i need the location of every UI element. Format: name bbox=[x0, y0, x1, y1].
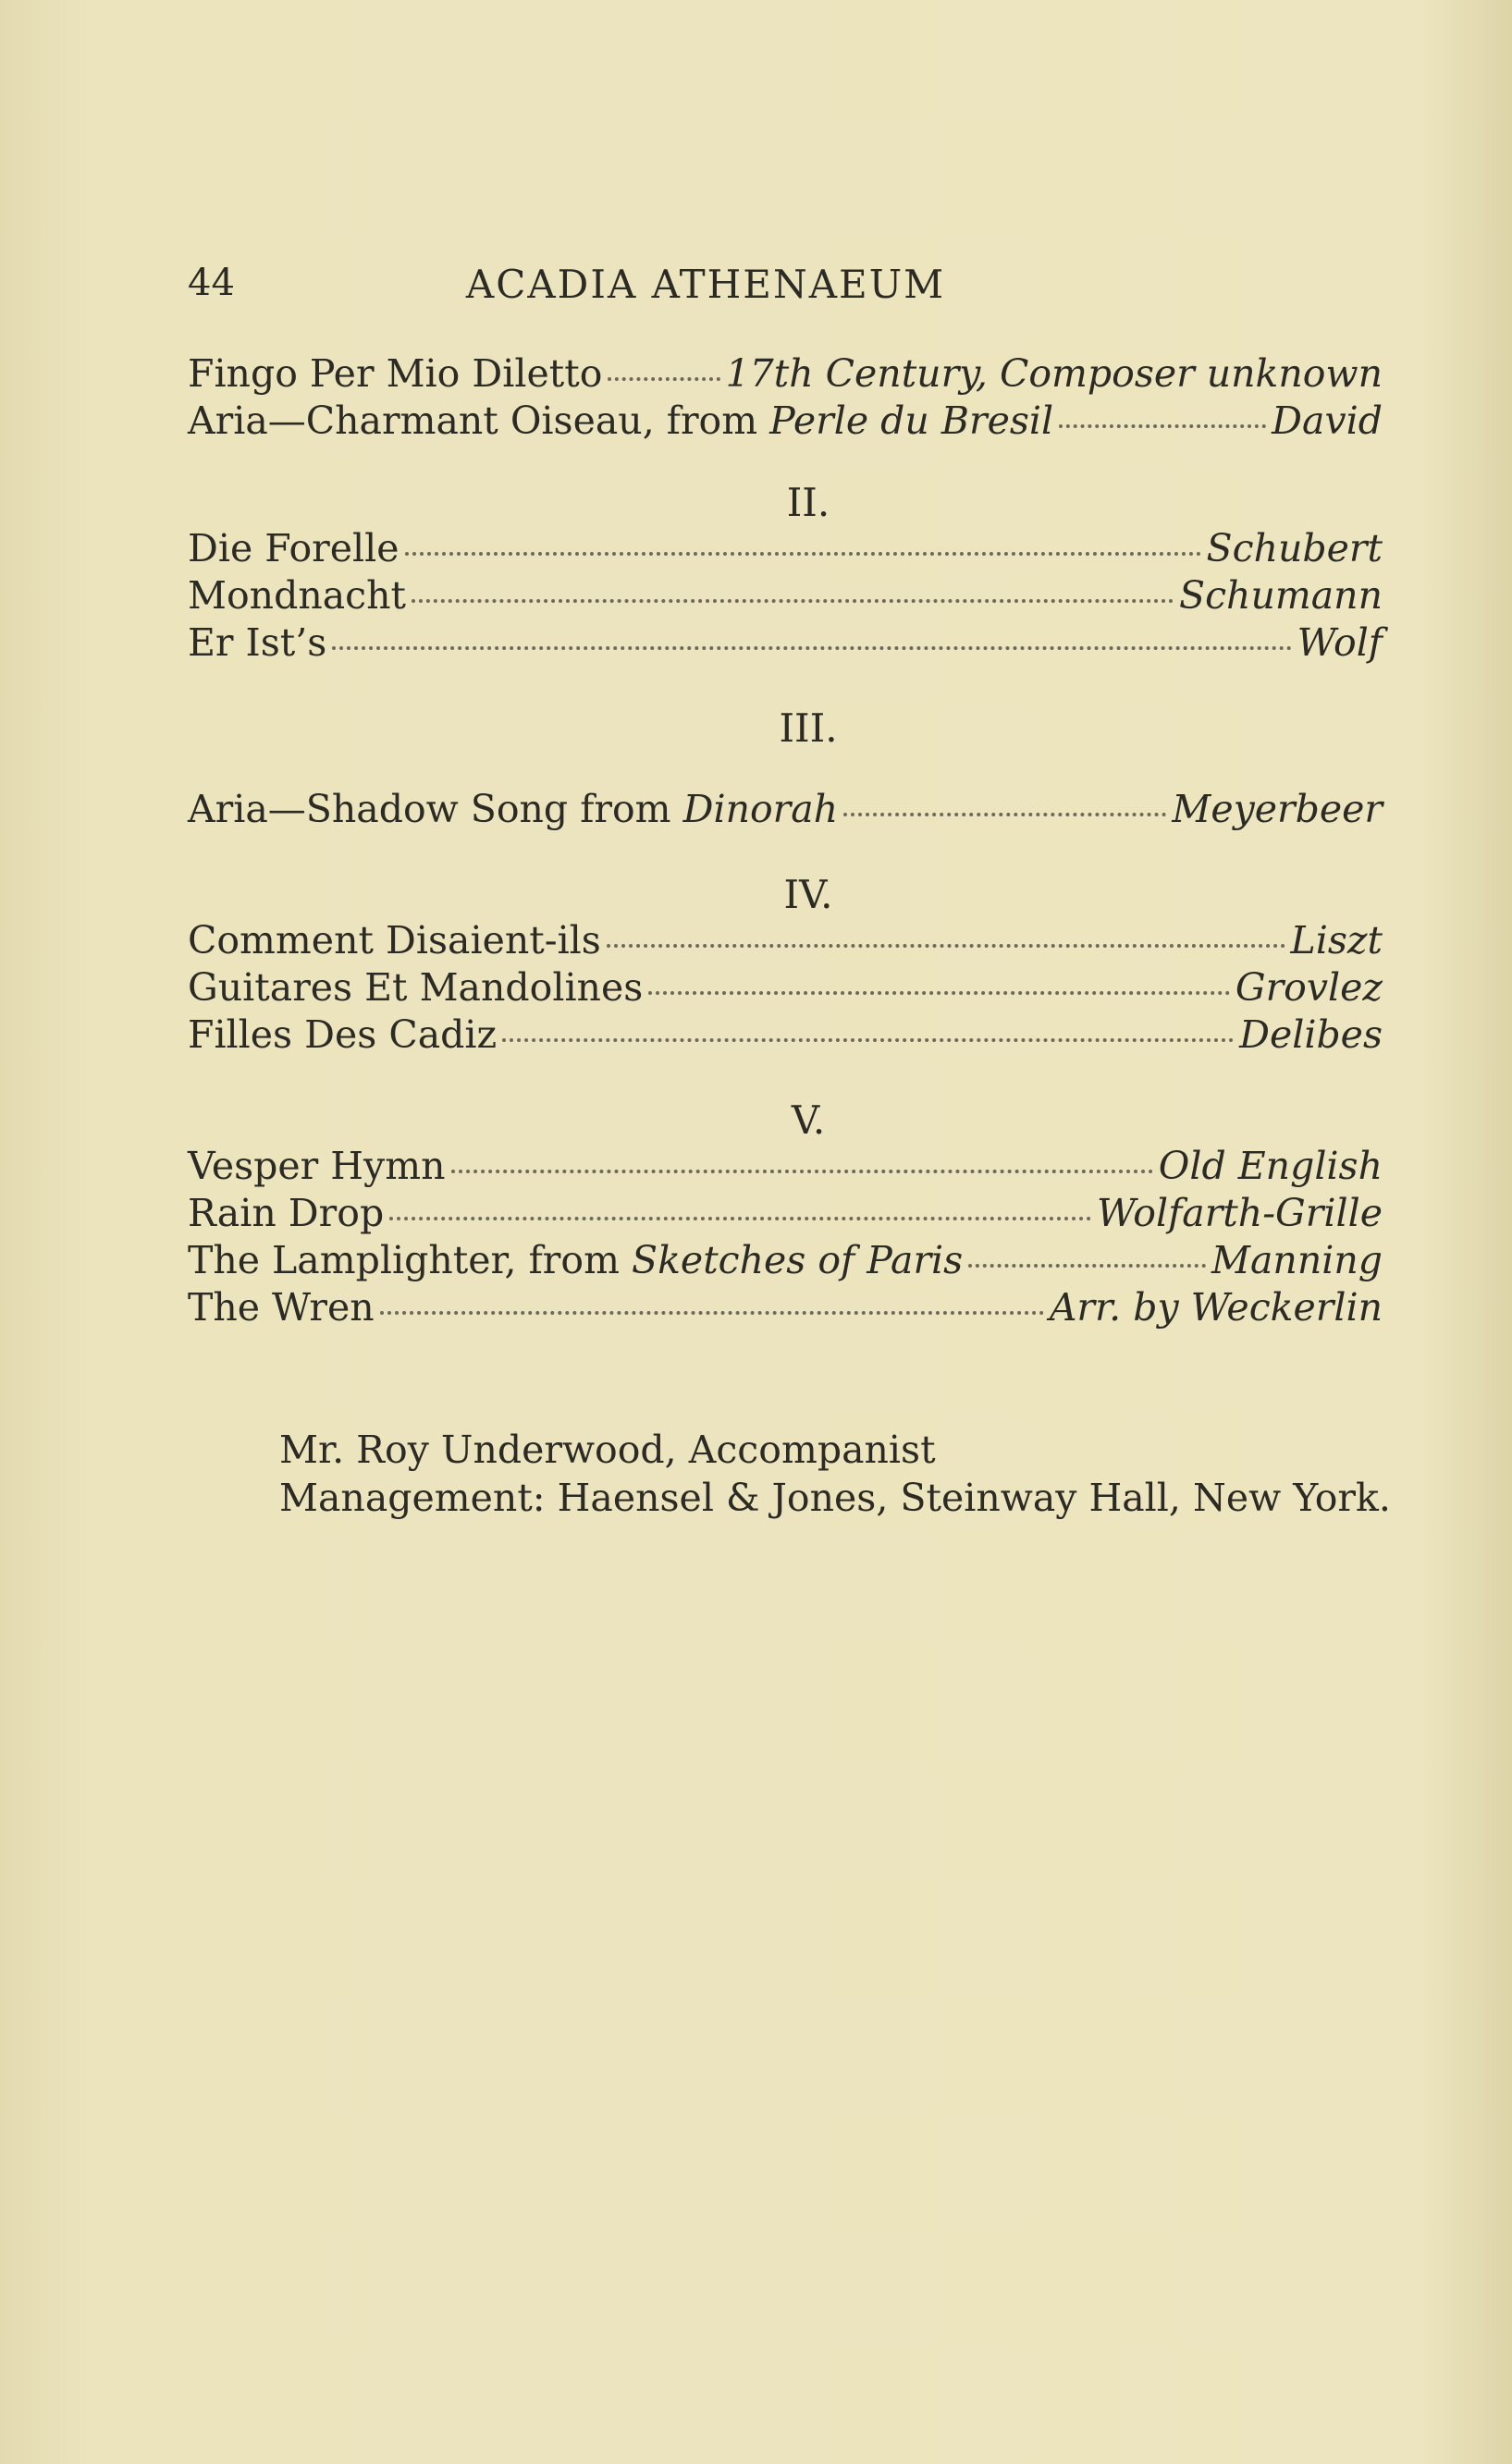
dot-leader bbox=[412, 599, 1174, 603]
entry-title: Er Ist’s bbox=[188, 620, 327, 665]
dot-leader bbox=[607, 944, 1285, 948]
dot-leader bbox=[332, 646, 1291, 650]
dot-leader bbox=[968, 1264, 1206, 1268]
entry-title: Filles Des Cadiz bbox=[188, 1012, 498, 1057]
program-entry bbox=[188, 351, 1383, 398]
program-entry bbox=[188, 1012, 1383, 1060]
dot-leader bbox=[648, 991, 1230, 995]
entry-composer: Schubert bbox=[1206, 526, 1383, 570]
entry-title: Aria—Shadow Song from Dinorah bbox=[188, 787, 839, 831]
entry-title: Die Forelle bbox=[188, 526, 400, 570]
program-entry bbox=[188, 398, 1383, 446]
program-entry bbox=[188, 1191, 1383, 1238]
entry-composer: Wolfarth-Grille bbox=[1096, 1191, 1383, 1235]
program-entry bbox=[188, 573, 1383, 620]
credits bbox=[279, 1426, 1391, 1522]
entry-title: The Wren bbox=[188, 1285, 375, 1330]
entry-composer: Liszt bbox=[1290, 918, 1383, 962]
entry-composer: 17th Century, Composer unknown bbox=[725, 351, 1383, 396]
section-heading: IV. bbox=[783, 872, 833, 917]
dot-leader bbox=[451, 1170, 1153, 1173]
entry-composer: Wolf bbox=[1297, 620, 1383, 665]
entry-title: Mondnacht bbox=[188, 573, 407, 618]
entry-title: Aria—Charmant Oiseau, from Perle du Bresil bbox=[188, 398, 1054, 443]
page-number: 44 bbox=[188, 262, 235, 304]
dot-leader bbox=[380, 1311, 1044, 1315]
program-entry bbox=[188, 1144, 1383, 1191]
dot-leader bbox=[502, 1038, 1234, 1042]
running-title: ACADIA ATHENAEUM bbox=[465, 262, 946, 307]
entry-title: Comment Disaient-ils bbox=[188, 918, 601, 962]
entry-title: Fingo Per Mio Diletto bbox=[188, 351, 603, 396]
entry-title: The Lamplighter, from Sketches of Paris bbox=[188, 1238, 964, 1282]
dot-leader bbox=[389, 1217, 1091, 1220]
program-listing bbox=[188, 351, 1383, 1332]
dot-leader bbox=[843, 813, 1166, 816]
dot-leader bbox=[405, 552, 1201, 556]
program-entry bbox=[188, 526, 1383, 573]
program-entry bbox=[188, 965, 1383, 1012]
dot-leader bbox=[608, 377, 719, 381]
program-entry bbox=[188, 787, 1383, 834]
accompanist-line: Mr. Roy Underwood, Accompanist bbox=[279, 1428, 936, 1472]
entry-title: Vesper Hymn bbox=[188, 1144, 446, 1188]
entry-composer: Old English bbox=[1158, 1144, 1383, 1188]
program-entry bbox=[188, 918, 1383, 965]
program-entry bbox=[188, 1285, 1383, 1332]
entry-title: Guitares Et Mandolines bbox=[188, 965, 644, 1010]
section-heading: II. bbox=[786, 480, 830, 525]
section-heading: III. bbox=[779, 705, 838, 751]
entry-title: Rain Drop bbox=[188, 1191, 385, 1235]
section-heading: V. bbox=[791, 1097, 826, 1143]
entry-composer: Schumann bbox=[1179, 573, 1383, 618]
program-entry bbox=[188, 1238, 1383, 1285]
page-header bbox=[188, 254, 1085, 319]
management-line: Management: Haensel & Jones, Steinway Hall, New York. bbox=[279, 1476, 1391, 1520]
dot-leader bbox=[1059, 424, 1266, 428]
entry-composer: Meyerbeer bbox=[1172, 787, 1383, 831]
entry-composer: Arr. by Weckerlin bbox=[1049, 1285, 1383, 1330]
entry-composer: Grovlez bbox=[1235, 965, 1383, 1010]
program-entry bbox=[188, 620, 1383, 668]
entry-composer: David bbox=[1272, 398, 1383, 443]
entry-composer: Manning bbox=[1211, 1238, 1383, 1282]
entry-composer: Delibes bbox=[1239, 1012, 1383, 1057]
